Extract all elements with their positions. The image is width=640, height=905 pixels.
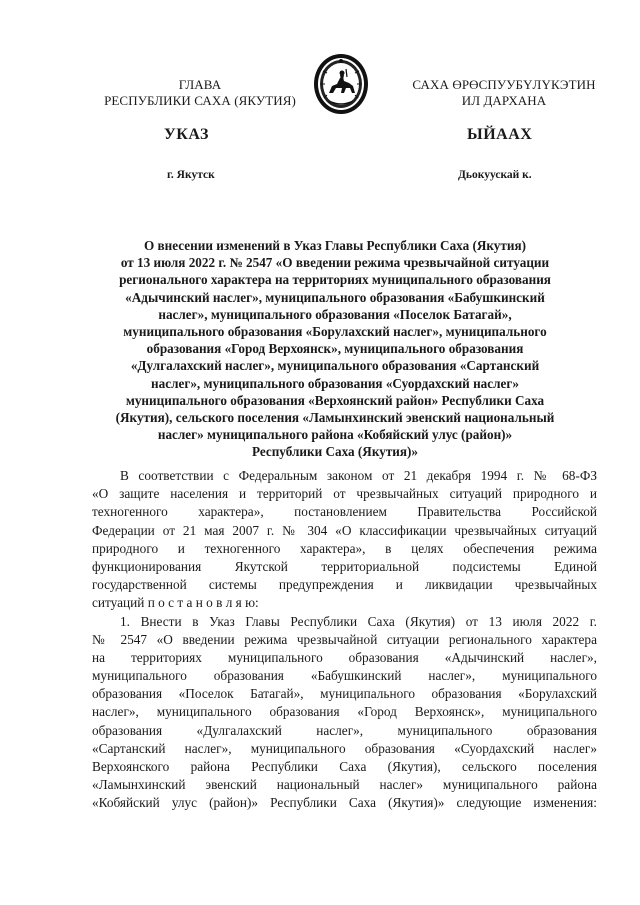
text-line: 1. Внести в Указ Главы Республики Саха (Якутия) от 13 июля 2022 г. [120, 613, 597, 629]
preamble-paragraph [92, 467, 597, 613]
heading-line: образования «Город Верхоянск», муниципального образования [146, 341, 524, 357]
text-line: «Кобяйский улус (район)» Республики Саха (Якутия)» следующие изменения: [92, 795, 597, 811]
heading-line: наслег» муниципального района «Кобяйский улус (район)» [157, 427, 513, 443]
decree-heading [86, 237, 584, 461]
heading-line: регионального характера на территориях муниципального образования [119, 272, 551, 288]
heading-line: О внесении изменений в Указ Главы Республики Саха (Якутия) [143, 238, 527, 253]
heading-line: (Якутия), сельского поселения «Ламынхинский эвенский национальный [115, 410, 555, 426]
document-type-sah: ЫЙААХ [467, 126, 533, 143]
text-line: на территориях муниципального образования «Адычинский наслег», [92, 649, 597, 665]
heading-line: муниципального образования «Борулахский наслег», муниципального [123, 324, 547, 340]
heading-line: «Дулгалахский наслег», муниципального образования «Сартанский [130, 358, 540, 374]
text-line: наслег», муниципального образования «Город Верхоянск», муниципального [92, 704, 597, 720]
heading-line: Республики Саха (Якутия)» [251, 444, 419, 460]
heading-line: муниципального образования «Верхоянский район» Республики Саха [125, 392, 545, 408]
text-line: Федерации от 21 мая 2007 г. № 304 «О классификации чрезвычайных ситуаций [92, 522, 597, 538]
text-line: ситуаций п о с т а н о в л я ю: [92, 595, 259, 611]
text-line: № 2547 «О введении режима чрезвычайной ситуации регионального характера [92, 631, 597, 647]
header-left-block [90, 77, 310, 109]
heading-line: «Адычинский наслег», муниципального образования «Бабушкинский [125, 289, 545, 305]
heading-line: от 13 июля 2022 г. № 2547 «О введении режима чрезвычайной ситуации [120, 255, 550, 271]
city-sah: Дьокуускай к. [458, 169, 532, 181]
text-line: образования «Поселок Батагай», муниципального образования «Борулахский [92, 686, 597, 702]
text-line: «Ламынхинский эвенский национальный наслег» муниципального района [92, 777, 597, 793]
header-right-block [398, 77, 610, 109]
item-1-paragraph [92, 613, 597, 813]
decree-body [92, 467, 597, 813]
heading-line: наслег», муниципального образования «Суордахский наслег» [151, 375, 519, 391]
text-line: образования «Дулгалахский наслег», муниципального образования [92, 722, 597, 738]
text-line: «Сартанский наслег», муниципального образования «Суордахский наслег» [92, 740, 597, 756]
header-left-line1: ГЛАВА [178, 77, 222, 92]
text-line: функционирования Якутской территориальной подсистемы Единой [92, 558, 597, 574]
header-right-line2: ИЛ ДАРХАНА [461, 93, 547, 108]
city-ru: г. Якутск [167, 169, 215, 181]
text-line: Верхоянского района Республики Саха (Якутия), сельского поселения [92, 759, 597, 774]
text-line: техногенного характера», постановлением Правительства Российской [92, 504, 597, 520]
heading-line: наслег», муниципального образования «Поселок Батагай», [158, 306, 512, 322]
header-right-line1: САХА ӨРӨСПУУБҮЛҮКЭТИН [412, 77, 596, 92]
text-line: муниципального образования «Бабушкинский наслег», муниципального [92, 668, 597, 684]
header-left-line2: РЕСПУБЛИКИ САХА (ЯКУТИЯ) [104, 93, 296, 108]
text-line: «О защите населения и территорий от чрезвычайных ситуаций природного и [92, 486, 597, 502]
coat-of-arms-emblem-icon [313, 53, 369, 115]
text-line: В соответствии с Федеральным законом от 21 декабря 1994 г. № 68-ФЗ [120, 468, 597, 483]
text-line: государственной системы предупреждения и ликвидации чрезвычайных [92, 577, 597, 593]
text-line: природного и техногенного характера», в целях обеспечения режима [92, 540, 597, 556]
document-type-ru: УКАЗ [164, 126, 209, 143]
